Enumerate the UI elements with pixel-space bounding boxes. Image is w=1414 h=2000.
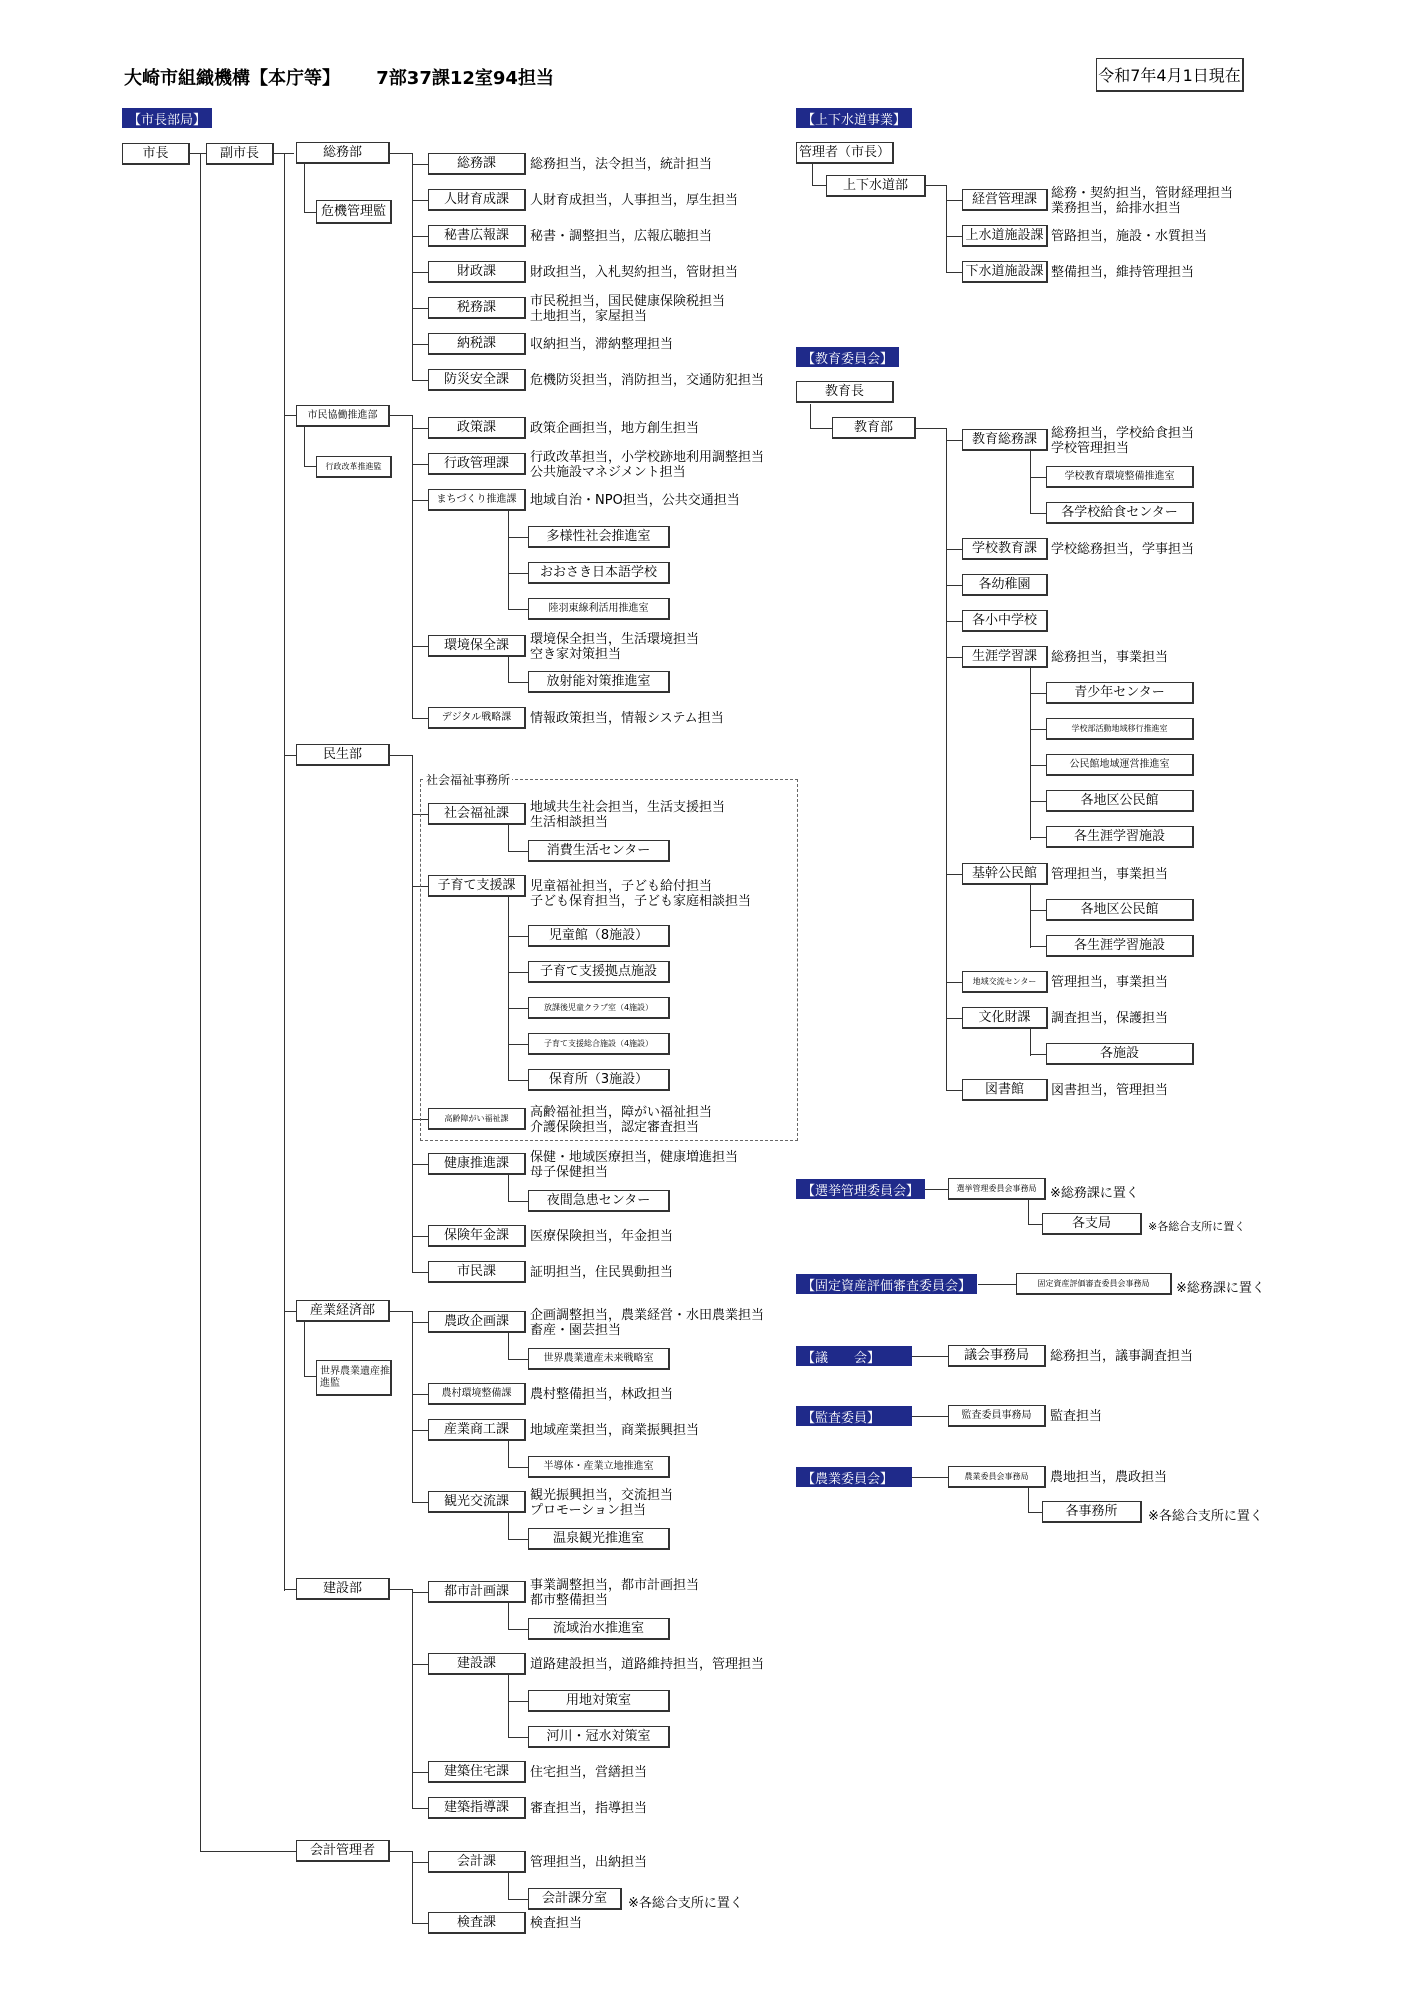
note-bunshitsu: ※各総合支所に置く (628, 1896, 743, 1911)
agri-jimusho-note: ※各総合支所に置く (1148, 1509, 1263, 1524)
section-agri: 【農業委員会】 (796, 1467, 912, 1487)
agri-jimusho: 各事務所 (1042, 1501, 1142, 1523)
desc-kanko: 観光振興担当，交流担当 プロモーション担当 (530, 1488, 674, 1518)
desc-zaisei: 財政担当，入札契約担当，管財担当 (530, 265, 739, 280)
desc-hoken: 医療保険担当，年金担当 (530, 1229, 674, 1244)
summary-text: 7部37課12室94担当 (376, 68, 554, 89)
desc-digital: 情報政策担当，情報システム担当 (530, 711, 724, 726)
desc-zeimu: 市民税担当，国民健康保険税担当 土地担当，家屋担当 (530, 294, 726, 324)
mayor-box: 市長 (122, 143, 190, 165)
unit-shakai: 社会福祉課 (428, 803, 526, 825)
desc-edu-bunkazai: 調査担当，保護担当 (1051, 1011, 1169, 1026)
unit-shiminka: 市民課 (428, 1261, 526, 1283)
desc-edu-toshokan: 図書担当，管理担当 (1051, 1083, 1169, 1098)
unit-shohi: 消費生活センター (528, 840, 670, 862)
desc-toshi: 事業調整担当，都市計画担当 都市整備担当 (530, 1578, 700, 1608)
dept-gyokaku: 行政改革推進監 (316, 456, 392, 478)
edu-shochu: 各小中学校 (962, 610, 1048, 632)
desc-kosodate: 児童福祉担当，子ども給付担当 子ども保育担当，子ども家庭相談担当 (530, 879, 752, 909)
water-gesui: 下水道施設課 (962, 261, 1048, 283)
page-title (124, 64, 554, 90)
unit-hokago: 放課後児童クラブ室（4施設） (528, 997, 670, 1019)
unit-nozei: 納税課 (428, 333, 526, 355)
dept-sangyo: 産業経済部 (296, 1300, 390, 1322)
unit-jinzai: 人財育成課 (428, 189, 526, 211)
unit-kenko: 健康推進課 (428, 1153, 526, 1175)
dept-shimin: 市民協働推進部 (296, 405, 390, 427)
desc-kaikeika: 管理担当，出納担当 (530, 1855, 648, 1870)
edu-toshokan: 図書館 (962, 1079, 1048, 1101)
fukushi-office-label: 社会福祉事務所 (426, 773, 511, 787)
unit-onsen: 温泉観光推進室 (528, 1528, 670, 1550)
unit-machi: まちづくり推進課 (428, 489, 526, 511)
unit-hoken: 保険年金課 (428, 1225, 526, 1247)
unit-yakan: 夜間急患センター (528, 1190, 670, 1212)
unit-kensa: 検査課 (428, 1912, 526, 1934)
desc-machi: 地域自治・NPO担当，公共交通担当 (530, 493, 740, 508)
asset-note: ※総務課に置く (1176, 1281, 1265, 1296)
unit-nihongo: おおさき日本語学校 (528, 562, 670, 584)
water-josui: 上水道施設課 (962, 225, 1048, 247)
desc-edu-somu: 総務担当，学校給食担当 学校管理担当 (1051, 426, 1195, 456)
section-mayor-office: 【市長部局】 (122, 108, 212, 128)
edu-kakuchiku-2: 各地区公民館 (1046, 899, 1194, 921)
desc-hisho: 秘書・調整担当，広報広聴担当 (530, 229, 713, 244)
desc-kensetsuka: 道路建設担当，道路維持担当，管理担当 (530, 1657, 765, 1672)
water-manager: 管理者（市長） (796, 142, 894, 164)
unit-noson: 農村環境整備課 (428, 1383, 526, 1405)
desc-korei: 高齢福祉担当，障がい福祉担当 介護保険担当，認定審査担当 (530, 1105, 713, 1135)
unit-shoko: 産業商工課 (428, 1419, 526, 1441)
unit-shido: 建築指導課 (428, 1797, 526, 1819)
desc-gyosei: 行政改革担当，小学校跡地利用調整担当 公共施設マネジメント担当 (530, 450, 765, 480)
unit-kasen: 河川・冠水対策室 (528, 1726, 670, 1748)
unit-gyosei: 行政管理課 (428, 453, 526, 475)
desc-somuka: 総務担当，法令担当，統計担当 (530, 157, 713, 172)
section-asset: 【固定資産評価審査委員会】 (796, 1274, 977, 1294)
desc-kenko: 保健・地域医療担当，健康増進担当 母子保健担当 (530, 1150, 739, 1180)
edu-yochien: 各幼稚園 (962, 574, 1048, 596)
unit-bosai: 防災安全課 (428, 369, 526, 391)
edu-kikan: 基幹公民館 (962, 863, 1048, 885)
desc-seisaku: 政策企画担当，地方創生担当 (530, 421, 700, 436)
unit-kyoten: 子育て支援拠点施設 (528, 961, 670, 983)
agri-office: 農業委員会事務局 (948, 1466, 1046, 1488)
dept-somu: 総務部 (296, 142, 390, 164)
desc-water-josui: 管路担当，施設・水質担当 (1051, 229, 1208, 244)
audit-office: 監査委員事務局 (948, 1405, 1046, 1427)
dept-kaikei: 会計管理者 (296, 1840, 390, 1862)
unit-digital: デジタル戦略課 (428, 707, 526, 729)
asset-office: 固定資産評価審査委員会事務局 (1016, 1273, 1172, 1295)
council-office: 議会事務局 (948, 1345, 1046, 1367)
unit-kankyo: 環境保全課 (428, 635, 526, 657)
election-note: ※総務課に置く (1050, 1186, 1139, 1201)
edu-somu: 教育総務課 (962, 429, 1048, 451)
section-council: 【議 会】 (796, 1346, 912, 1366)
unit-kosodate: 子育て支援課 (428, 875, 526, 897)
vice-mayor-box: 副市長 (206, 143, 274, 165)
desc-shoko: 地域産業担当，商業振興担当 (530, 1423, 700, 1438)
unit-somuka: 総務課 (428, 153, 526, 175)
unit-korei: 高齢障がい福祉課 (428, 1108, 526, 1130)
dept-kikikanri: 危機管理監 (316, 200, 392, 224)
desc-kensa: 検査担当 (530, 1916, 583, 1931)
date-box: 令和7年4月1日現在 (1096, 58, 1244, 92)
water-keiei: 経営管理課 (962, 189, 1048, 211)
desc-shiminka: 証明担当，住民異動担当 (530, 1265, 674, 1280)
unit-rikuu: 陸羽東線利活用推進室 (528, 598, 670, 620)
desc-jutaku: 住宅担当，営繕担当 (530, 1765, 648, 1780)
unit-sekaisen: 世界農業遺産未来戦略室 (528, 1348, 670, 1370)
desc-edu-chiiki: 管理担当，事業担当 (1051, 975, 1169, 990)
edu-kyoikucho: 教育長 (796, 381, 894, 403)
unit-jidokan: 児童館（8施設） (528, 925, 670, 947)
desc-edu-gakko: 学校総務担当，学事担当 (1051, 542, 1195, 557)
desc-bosai: 危機防災担当，消防担当，交通防犯担当 (530, 373, 765, 388)
desc-council-office: 総務担当，議事調査担当 (1050, 1349, 1194, 1364)
section-water: 【上下水道事業】 (796, 108, 912, 128)
unit-jutaku: 建築住宅課 (428, 1761, 526, 1783)
section-audit: 【監査委員】 (796, 1406, 912, 1426)
desc-audit-office: 監査担当 (1050, 1409, 1103, 1424)
title-text: 大崎市組織機構【本庁等】 (124, 68, 340, 89)
unit-zeimu: 税務課 (428, 297, 526, 319)
edu-seishonen: 青少年センター (1046, 682, 1194, 704)
unit-bunshitsu: 会計課分室 (528, 1888, 622, 1910)
desc-agri-office: 農地担当，農政担当 (1050, 1470, 1168, 1485)
unit-toshi: 都市計画課 (428, 1581, 526, 1603)
unit-hisho: 秘書広報課 (428, 225, 526, 247)
water-dept: 上下水道部 (826, 175, 926, 197)
desc-kankyo: 環境保全担当，生活環境担当 空き家対策担当 (530, 632, 700, 662)
unit-sogo: 子育て支援総合施設（4施設） (528, 1033, 670, 1055)
edu-bunkazai: 文化財課 (962, 1007, 1048, 1029)
unit-hoikusho: 保育所（3施設） (528, 1069, 670, 1091)
desc-edu-kikan: 管理担当，事業担当 (1051, 867, 1169, 882)
edu-chiiki: 地域交流センター (962, 971, 1048, 993)
election-shikyoku: 各支局 (1042, 1213, 1142, 1235)
desc-edu-shogai: 総務担当，事業担当 (1051, 650, 1169, 665)
edu-kakuchiku-1: 各地区公民館 (1046, 790, 1194, 812)
desc-nozei: 収納担当，滞納整理担当 (530, 337, 674, 352)
desc-noson: 農村整備担当，林政担当 (530, 1387, 674, 1402)
dept-sekai: 世界農業遺産推進監 (316, 1360, 392, 1396)
unit-seisaku: 政策課 (428, 417, 526, 439)
unit-ryuiki: 流域治水推進室 (528, 1618, 670, 1640)
unit-kaikeika: 会計課 (428, 1851, 526, 1873)
edu-shisetsu-1: 各生涯学習施設 (1046, 826, 1194, 848)
unit-nosei: 農政企画課 (428, 1311, 526, 1333)
edu-bukatsu: 学校部活動地域移行推進室 (1046, 718, 1194, 740)
edu-kakushisetsu: 各施設 (1046, 1043, 1194, 1065)
unit-yochi: 用地対策室 (528, 1690, 670, 1712)
election-office: 選挙管理委員会事務局 (948, 1178, 1046, 1200)
unit-hoshano: 放射能対策推進室 (528, 671, 670, 693)
section-education: 【教育委員会】 (796, 347, 899, 367)
edu-shogai: 生涯学習課 (962, 646, 1048, 668)
election-shikyoku-note: ※各総合支所に置く (1148, 1220, 1246, 1233)
desc-nosei: 企画調整担当，農業経営・水田農業担当 畜産・園芸担当 (530, 1308, 765, 1338)
desc-water-keiei: 総務・契約担当，管財経理担当 業務担当，給排水担当 (1051, 186, 1234, 216)
desc-jinzai: 人財育成担当，人事担当，厚生担当 (530, 193, 739, 208)
edu-seibi: 学校教育環境整備推進室 (1046, 466, 1194, 488)
dept-kensetsu: 建設部 (296, 1578, 390, 1600)
edu-dept: 教育部 (832, 417, 916, 439)
desc-shido: 審査担当，指導担当 (530, 1801, 648, 1816)
edu-kominkan-suishin: 公民館地域運営推進室 (1046, 754, 1194, 776)
unit-kanko: 観光交流課 (428, 1491, 526, 1513)
dept-minsei: 民生部 (296, 744, 390, 766)
unit-zaisei: 財政課 (428, 261, 526, 283)
edu-gakko: 学校教育課 (962, 538, 1048, 560)
unit-kensetsuka: 建設課 (428, 1653, 526, 1675)
edu-shisetsu-2: 各生涯学習施設 (1046, 935, 1194, 957)
unit-handotai: 半導体・産業立地推進室 (528, 1456, 670, 1478)
unit-tayosei: 多様性社会推進室 (528, 526, 670, 548)
edu-kyushoku: 各学校給食センター (1046, 502, 1194, 524)
section-election: 【選挙管理委員会】 (796, 1179, 925, 1199)
desc-shakai: 地域共生社会担当，生活支援担当 生活相談担当 (530, 800, 726, 830)
desc-water-gesui: 整備担当，維持管理担当 (1051, 265, 1195, 280)
